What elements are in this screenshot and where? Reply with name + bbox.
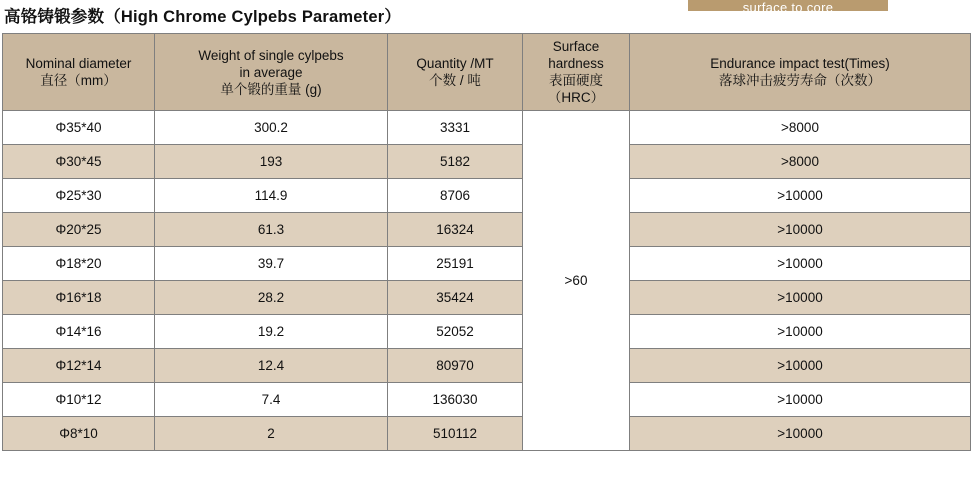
column-header-surface-hardness — [523, 34, 630, 111]
header-line: Nominal diameter — [25, 56, 132, 71]
table-row — [3, 213, 971, 247]
cell-quantity: 35424 — [388, 281, 523, 315]
cell-diameter: Φ20*25 — [3, 213, 155, 247]
header-line: Endurance impact test(Times) — [710, 56, 890, 71]
cell-quantity: 510112 — [388, 417, 523, 451]
cell-weight: 114.9 — [155, 179, 388, 213]
cell-quantity: 136030 — [388, 383, 523, 417]
table-row — [3, 349, 971, 383]
cell-endurance: >10000 — [630, 213, 971, 247]
table-header — [3, 34, 971, 111]
header-line: Surface — [552, 39, 600, 54]
cell-weight: 12.4 — [155, 349, 388, 383]
cell-quantity: 16324 — [388, 213, 523, 247]
table-row — [3, 247, 971, 281]
table-row — [3, 315, 971, 349]
cell-weight: 39.7 — [155, 247, 388, 281]
cell-diameter: Φ35*40 — [3, 111, 155, 145]
cell-weight: 300.2 — [155, 111, 388, 145]
header-line: hardness — [548, 56, 604, 71]
table-header-row — [3, 34, 971, 111]
cell-diameter: Φ10*12 — [3, 383, 155, 417]
cell-quantity: 80970 — [388, 349, 523, 383]
cell-diameter: Φ30*45 — [3, 145, 155, 179]
cell-quantity: 5182 — [388, 145, 523, 179]
cell-diameter: Φ16*18 — [3, 281, 155, 315]
cell-diameter: Φ12*14 — [3, 349, 155, 383]
cell-endurance: >8000 — [630, 145, 971, 179]
cell-weight: 2 — [155, 417, 388, 451]
cell-surface-hardness: >60 — [523, 111, 630, 451]
cell-weight: 193 — [155, 145, 388, 179]
cell-diameter: Φ18*20 — [3, 247, 155, 281]
cell-endurance: >10000 — [630, 383, 971, 417]
cell-quantity: 25191 — [388, 247, 523, 281]
column-header-quantity-per-mt — [388, 34, 523, 111]
table-body — [3, 111, 971, 451]
cell-diameter: Φ8*10 — [3, 417, 155, 451]
header-line: （HRC） — [547, 90, 605, 105]
cell-weight: 28.2 — [155, 281, 388, 315]
cell-endurance: >10000 — [630, 315, 971, 349]
header-line: 落球冲击疲劳寿命（次数） — [719, 73, 881, 88]
cell-endurance: >10000 — [630, 349, 971, 383]
table-row — [3, 179, 971, 213]
cell-diameter: Φ14*16 — [3, 315, 155, 349]
table-row — [3, 281, 971, 315]
header-line: 个数 / 吨 — [429, 73, 481, 88]
cell-endurance: >8000 — [630, 111, 971, 145]
cell-quantity: 3331 — [388, 111, 523, 145]
cell-diameter: Φ25*30 — [3, 179, 155, 213]
column-header-weight-single-cylpebs — [155, 34, 388, 111]
header-line: 表面硬度 — [549, 73, 603, 88]
cell-endurance: >10000 — [630, 281, 971, 315]
cell-endurance: >10000 — [630, 417, 971, 451]
cell-quantity: 8706 — [388, 179, 523, 213]
column-header-endurance-impact-test — [630, 34, 971, 111]
cell-quantity: 52052 — [388, 315, 523, 349]
header-line: Weight of single cylpebs — [198, 47, 344, 63]
header-line: 单个锻的重量 (g) — [220, 81, 322, 97]
header-line: in average — [239, 64, 303, 80]
header-line: 直径（mm） — [40, 73, 117, 88]
column-header-nominal-diameter — [3, 34, 155, 111]
cell-endurance: >10000 — [630, 179, 971, 213]
cell-weight: 7.4 — [155, 383, 388, 417]
cell-weight: 61.3 — [155, 213, 388, 247]
cell-endurance: >10000 — [630, 247, 971, 281]
header-line: Quantity /MT — [416, 56, 494, 71]
table-row — [3, 383, 971, 417]
table-row — [3, 417, 971, 451]
table-row — [3, 145, 971, 179]
high-chrome-cylpebs-parameter-table — [2, 33, 971, 451]
page-title: 高铬铸锻参数（High Chrome Cylpebs Parameter） — [4, 8, 402, 26]
top-banner-fragment: surface to core — [688, 0, 888, 11]
table-row — [3, 111, 971, 145]
cell-weight: 19.2 — [155, 315, 388, 349]
